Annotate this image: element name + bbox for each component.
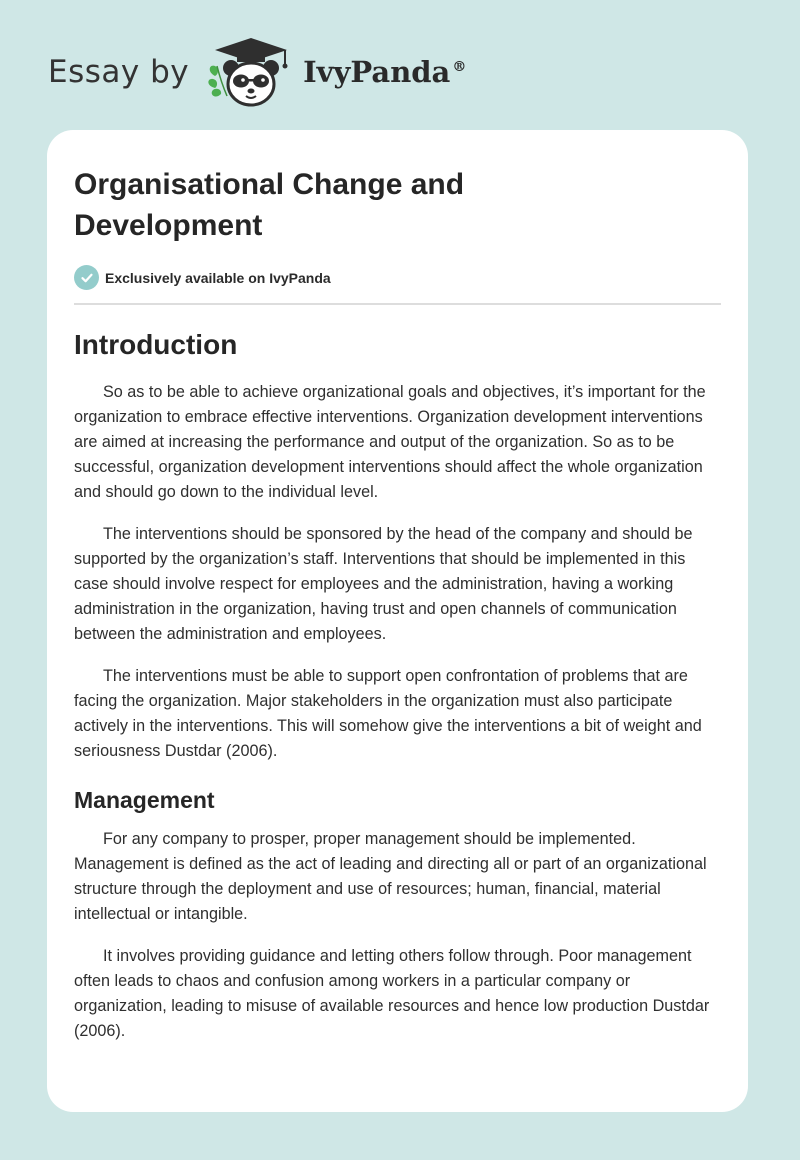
brand-name[interactable]: IvyPanda ® — [303, 55, 467, 89]
divider — [74, 303, 721, 305]
paragraph: For any company to prosper, proper management should be implemented. Management is defined as the act of leading and directing all or part of an organizational structure through the deployment and use of resources; human, financial, material intellectual or intangible. — [74, 830, 707, 923]
section-introduction — [74, 329, 721, 764]
brand-header — [48, 36, 466, 108]
check-circle-icon — [74, 265, 99, 290]
page-title: Organisational Change and Development — [74, 168, 465, 242]
paragraph: It involves providing guidance and letting others follow through. Poor management often leads to chaos and confusion among workers in a particular company or organization, leading to misuse of available resources and hence low production Dustdar (2006). — [74, 947, 710, 1040]
exclusive-badge — [74, 265, 721, 290]
paragraph: So as to be able to achieve organizational goals and objectives, it’s important for the organization to embrace effective interventions. Organization development interventions are aimed at increasing the performance and output of the organization. So as to be successful, organization development interventions should affect the whole organization and should go down to the individual level. — [74, 383, 706, 501]
registered-mark: ® — [452, 59, 467, 76]
paragraph: The interventions should be sponsored by the head of the company and should be supported by the organization’s staff. Interventions that should be implemented in this case should involve respect for employees and the administration, having a working administration in the organization, having trust and open channels of communication between the administration and employees. — [74, 525, 693, 643]
section-heading: Introduction — [74, 329, 238, 360]
brand-prefix: Essay by — [48, 54, 190, 90]
paragraph: The interventions must be able to support open confrontation of problems that are facing the organization. Major stakeholders in the organization must also participate actively in the interventions. This will somehow give the interventions a bit of weight and seriousness Dustdar (2006). — [74, 667, 702, 760]
section-management — [74, 786, 721, 1044]
panda-graduation-cap-logo-icon[interactable] — [203, 36, 299, 108]
badge-text: Exclusively available on IvyPanda — [105, 269, 331, 286]
essay-card — [47, 130, 748, 1112]
section-heading: Management — [74, 787, 215, 813]
